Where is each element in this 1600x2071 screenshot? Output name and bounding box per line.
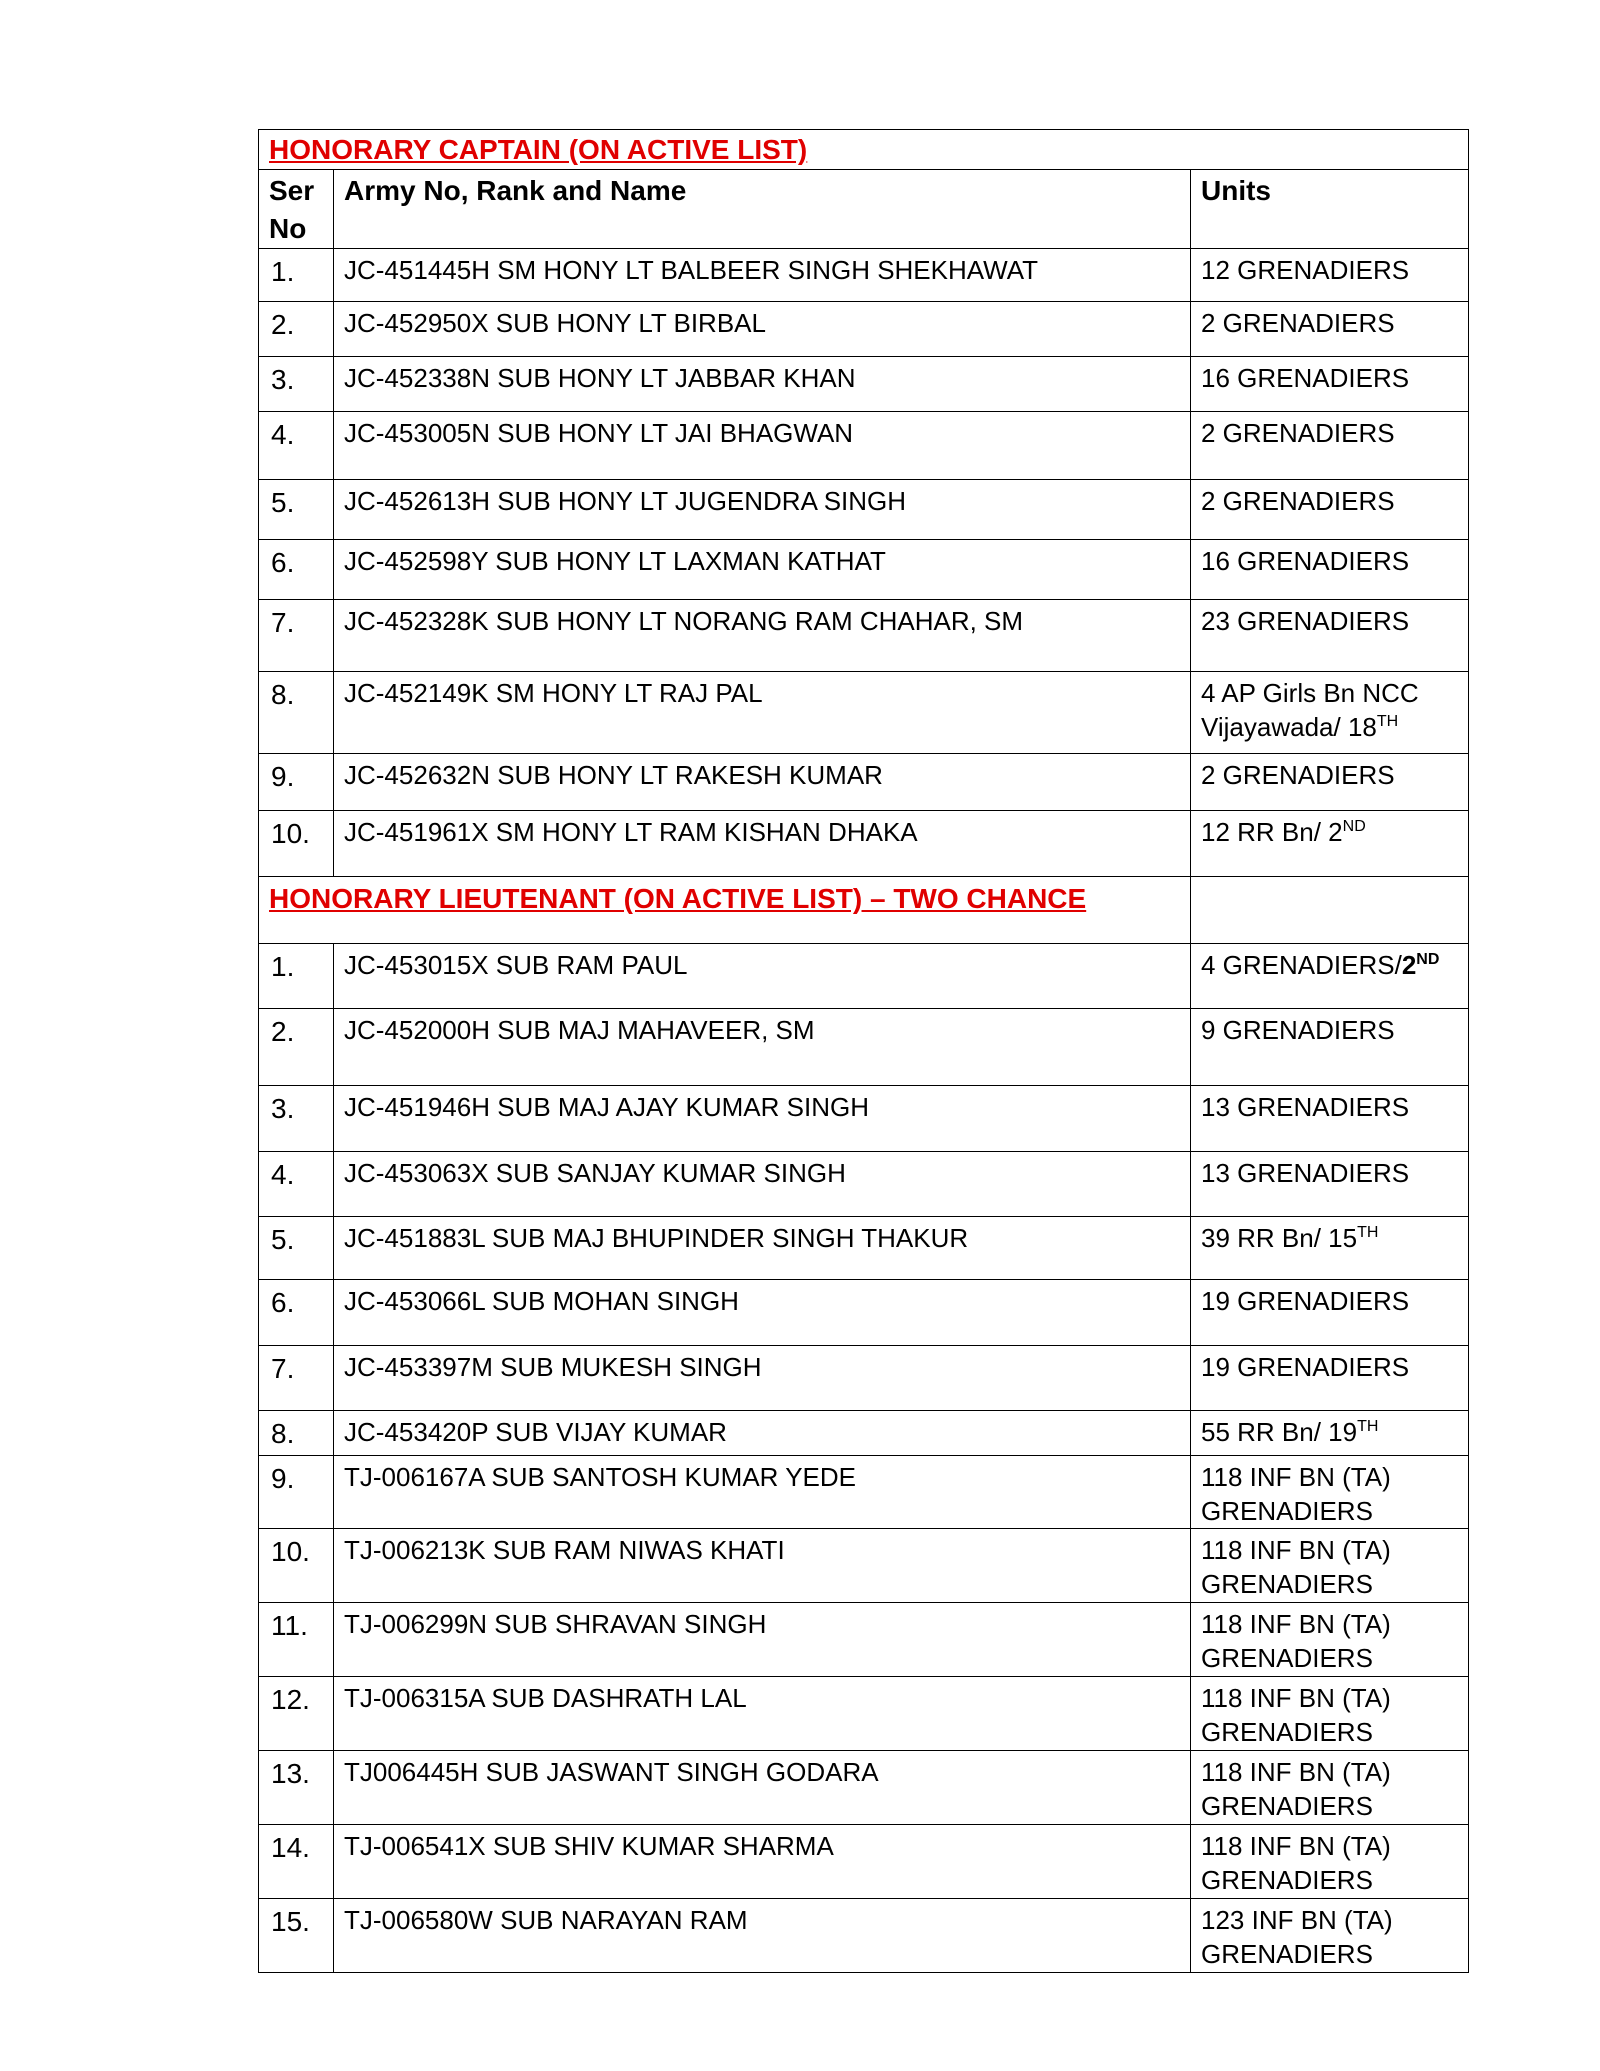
army-no-rank-name-cell: JC-453015X SUB RAM PAUL <box>334 944 1191 1009</box>
section1-title-row <box>259 130 1469 170</box>
army-no-rank-name-cell: JC-452613H SUB HONY LT JUGENDRA SINGH <box>334 480 1191 540</box>
army-no-rank-name-cell: JC-452328K SUB HONY LT NORANG RAM CHAHAR, SM <box>334 600 1191 672</box>
army-no-rank-name-cell: JC-452632N SUB HONY LT RAKESH KUMAR <box>334 754 1191 811</box>
units-superscript: ND <box>1342 818 1366 835</box>
army-no-rank-name-cell: JC-451946H SUB MAJ AJAY KUMAR SINGH <box>334 1086 1191 1152</box>
units-text: 19 GRENADIERS <box>1201 1286 1410 1316</box>
units-cell <box>1191 540 1469 600</box>
units-text-line2: Vijayawada/ 18 <box>1201 712 1377 742</box>
ser-no-cell: 3. <box>259 1086 334 1152</box>
units-text: 118 INF BN (TA) <box>1201 1609 1391 1639</box>
units-cell <box>1191 811 1469 877</box>
table-row <box>259 249 1469 302</box>
table-row <box>259 1825 1469 1899</box>
table-row <box>259 672 1469 754</box>
units-bold-text: 2 <box>1401 950 1417 980</box>
table-row <box>259 540 1469 600</box>
units-text: 118 INF BN (TA) <box>1201 1683 1391 1713</box>
units-cell <box>1191 1825 1469 1899</box>
ser-no-cell: 11. <box>259 1603 334 1677</box>
army-no-rank-name-cell: TJ-006580W SUB NARAYAN RAM <box>334 1899 1191 1973</box>
table-row <box>259 480 1469 540</box>
table-row <box>259 1152 1469 1217</box>
army-no-rank-name-cell: TJ-006541X SUB SHIV KUMAR SHARMA <box>334 1825 1191 1899</box>
units-superscript: TH <box>1357 1418 1379 1435</box>
units-text: 4 AP Girls Bn NCC <box>1201 678 1419 708</box>
units-superscript: TH <box>1357 1224 1379 1241</box>
table-row <box>259 1677 1469 1751</box>
units-text: 118 INF BN (TA) <box>1201 1462 1391 1492</box>
ser-no-cell: 1. <box>259 249 334 302</box>
units-cell <box>1191 1217 1469 1280</box>
units-cell <box>1191 480 1469 540</box>
section2-title: HONORARY LIEUTENANT (ON ACTIVE LIST) – TWO CHANCE <box>269 883 1087 914</box>
units-text: 12 GRENADIERS <box>1201 255 1410 285</box>
army-no-rank-name-cell: JC-452149K SM HONY LT RAJ PAL <box>334 672 1191 754</box>
units-cell <box>1191 1603 1469 1677</box>
units-text: 118 INF BN (TA) <box>1201 1535 1391 1565</box>
table-row <box>259 1009 1469 1086</box>
table-row <box>259 1456 1469 1529</box>
units-cell <box>1191 412 1469 480</box>
table-row <box>259 1603 1469 1677</box>
units-text: 2 GRENADIERS <box>1201 760 1395 790</box>
units-text: 13 GRENADIERS <box>1201 1092 1410 1122</box>
units-text: 16 GRENADIERS <box>1201 363 1410 393</box>
army-no-rank-name-cell: JC-453397M SUB MUKESH SINGH <box>334 1346 1191 1411</box>
ser-no-cell: 3. <box>259 357 334 412</box>
army-no-rank-name-cell: JC-451883L SUB MAJ BHUPINDER SINGH THAKUR <box>334 1217 1191 1280</box>
table-row <box>259 302 1469 357</box>
ser-no-cell: 2. <box>259 1009 334 1086</box>
header-row <box>259 170 1469 249</box>
ser-no-cell: 10. <box>259 1529 334 1603</box>
units-cell <box>1191 672 1469 754</box>
section1-title-cell <box>259 130 1469 170</box>
header-ser: Ser No <box>259 170 334 249</box>
army-no-rank-name-cell: JC-453420P SUB VIJAY KUMAR <box>334 1411 1191 1456</box>
ser-no-cell: 4. <box>259 1152 334 1217</box>
units-text: 55 RR Bn/ 19 <box>1201 1417 1358 1447</box>
army-no-rank-name-cell: JC-453063X SUB SANJAY KUMAR SINGH <box>334 1152 1191 1217</box>
units-text: 2 GRENADIERS <box>1201 418 1395 448</box>
ser-no-cell: 8. <box>259 672 334 754</box>
units-cell <box>1191 600 1469 672</box>
ser-no-cell: 8. <box>259 1411 334 1456</box>
section1-title: HONORARY CAPTAIN (ON ACTIVE LIST) <box>269 134 808 165</box>
table-row <box>259 1529 1469 1603</box>
units-cell <box>1191 1086 1469 1152</box>
ser-no-cell: 5. <box>259 1217 334 1280</box>
ser-no-cell: 12. <box>259 1677 334 1751</box>
ser-no-cell: 5. <box>259 480 334 540</box>
units-text: 2 GRENADIERS <box>1201 486 1395 516</box>
units-cell <box>1191 1411 1469 1456</box>
army-no-rank-name-cell: JC-453005N SUB HONY LT JAI BHAGWAN <box>334 412 1191 480</box>
table-row <box>259 1751 1469 1825</box>
ser-no-cell: 7. <box>259 600 334 672</box>
table-row <box>259 1280 1469 1346</box>
units-cell <box>1191 1529 1469 1603</box>
units-cell <box>1191 1899 1469 1973</box>
army-no-rank-name-cell: JC-452950X SUB HONY LT BIRBAL <box>334 302 1191 357</box>
units-cell <box>1191 944 1469 1009</box>
ser-no-cell: 14. <box>259 1825 334 1899</box>
units-text: 123 INF BN (TA) <box>1201 1905 1393 1935</box>
header-units: Units <box>1191 170 1469 249</box>
table-row <box>259 1086 1469 1152</box>
units-text: 9 GRENADIERS <box>1201 1015 1395 1045</box>
units-cell <box>1191 1009 1469 1086</box>
header-name: Army No, Rank and Name <box>334 170 1191 249</box>
units-cell <box>1191 1677 1469 1751</box>
units-text-line2: GRENADIERS <box>1201 1643 1373 1673</box>
army-no-rank-name-cell: JC-452338N SUB HONY LT JABBAR KHAN <box>334 357 1191 412</box>
units-text: 23 GRENADIERS <box>1201 606 1410 636</box>
ser-no-cell: 9. <box>259 754 334 811</box>
units-cell <box>1191 1456 1469 1529</box>
ser-no-cell: 7. <box>259 1346 334 1411</box>
table-row <box>259 357 1469 412</box>
units-text: 19 GRENADIERS <box>1201 1352 1410 1382</box>
units-cell <box>1191 754 1469 811</box>
units-text: 118 INF BN (TA) <box>1201 1757 1391 1787</box>
army-no-rank-name-cell: TJ006445H SUB JASWANT SINGH GODARA <box>334 1751 1191 1825</box>
ser-no-cell: 9. <box>259 1456 334 1529</box>
army-no-rank-name-cell: JC-452598Y SUB HONY LT LAXMAN KATHAT <box>334 540 1191 600</box>
army-no-rank-name-cell: JC-452000H SUB MAJ MAHAVEER, SM <box>334 1009 1191 1086</box>
units-text: 39 RR Bn/ 15 <box>1201 1223 1358 1253</box>
ser-no-cell: 6. <box>259 540 334 600</box>
army-no-rank-name-cell: JC-451445H SM HONY LT BALBEER SINGH SHEKHAWAT <box>334 249 1191 302</box>
ser-no-cell: 15. <box>259 1899 334 1973</box>
honours-table <box>258 129 1469 1973</box>
army-no-rank-name-cell: TJ-006167A SUB SANTOSH KUMAR YEDE <box>334 1456 1191 1529</box>
table-row <box>259 600 1469 672</box>
units-cell <box>1191 1346 1469 1411</box>
ser-no-cell: 4. <box>259 412 334 480</box>
army-no-rank-name-cell: TJ-006299N SUB SHRAVAN SINGH <box>334 1603 1191 1677</box>
empty-units-cell <box>1191 877 1469 944</box>
table-row <box>259 1411 1469 1456</box>
units-text-line2: GRENADIERS <box>1201 1569 1373 1599</box>
ser-no-cell: 13. <box>259 1751 334 1825</box>
units-text: 13 GRENADIERS <box>1201 1158 1410 1188</box>
table-row <box>259 412 1469 480</box>
table-row <box>259 811 1469 877</box>
units-text: 16 GRENADIERS <box>1201 546 1410 576</box>
units-text: 12 RR Bn/ 2 <box>1201 817 1343 847</box>
table-row <box>259 1346 1469 1411</box>
units-text: 4 GRENADIERS/ <box>1201 950 1402 980</box>
table-row <box>259 944 1469 1009</box>
ser-no-cell: 2. <box>259 302 334 357</box>
ser-no-cell: 1. <box>259 944 334 1009</box>
units-cell <box>1191 357 1469 412</box>
units-cell <box>1191 302 1469 357</box>
army-no-rank-name-cell: JC-453066L SUB MOHAN SINGH <box>334 1280 1191 1346</box>
units-superscript: TH <box>1376 713 1399 730</box>
units-text: 2 GRENADIERS <box>1201 308 1395 338</box>
units-text-line2: GRENADIERS <box>1201 1865 1373 1895</box>
table-row <box>259 1217 1469 1280</box>
units-cell <box>1191 249 1469 302</box>
army-no-rank-name-cell: TJ-006213K SUB RAM NIWAS KHATI <box>334 1529 1191 1603</box>
ser-no-cell: 6. <box>259 1280 334 1346</box>
units-superscript: ND <box>1416 951 1440 968</box>
table-row <box>259 754 1469 811</box>
units-text-line2: GRENADIERS <box>1201 1939 1373 1969</box>
army-no-rank-name-cell: TJ-006315A SUB DASHRATH LAL <box>334 1677 1191 1751</box>
units-cell <box>1191 1280 1469 1346</box>
units-cell <box>1191 1751 1469 1825</box>
units-text-line2: GRENADIERS <box>1201 1717 1373 1747</box>
ser-no-cell: 10. <box>259 811 334 877</box>
army-no-rank-name-cell: JC-451961X SM HONY LT RAM KISHAN DHAKA <box>334 811 1191 877</box>
section2-title-cell <box>259 877 1191 944</box>
table-row <box>259 1899 1469 1973</box>
units-cell <box>1191 1152 1469 1217</box>
units-text: 118 INF BN (TA) <box>1201 1831 1391 1861</box>
section2-title-row <box>259 877 1469 944</box>
units-text-line2: GRENADIERS <box>1201 1791 1373 1821</box>
table-body <box>259 130 1469 1973</box>
units-text-line2: GRENADIERS <box>1201 1496 1373 1526</box>
